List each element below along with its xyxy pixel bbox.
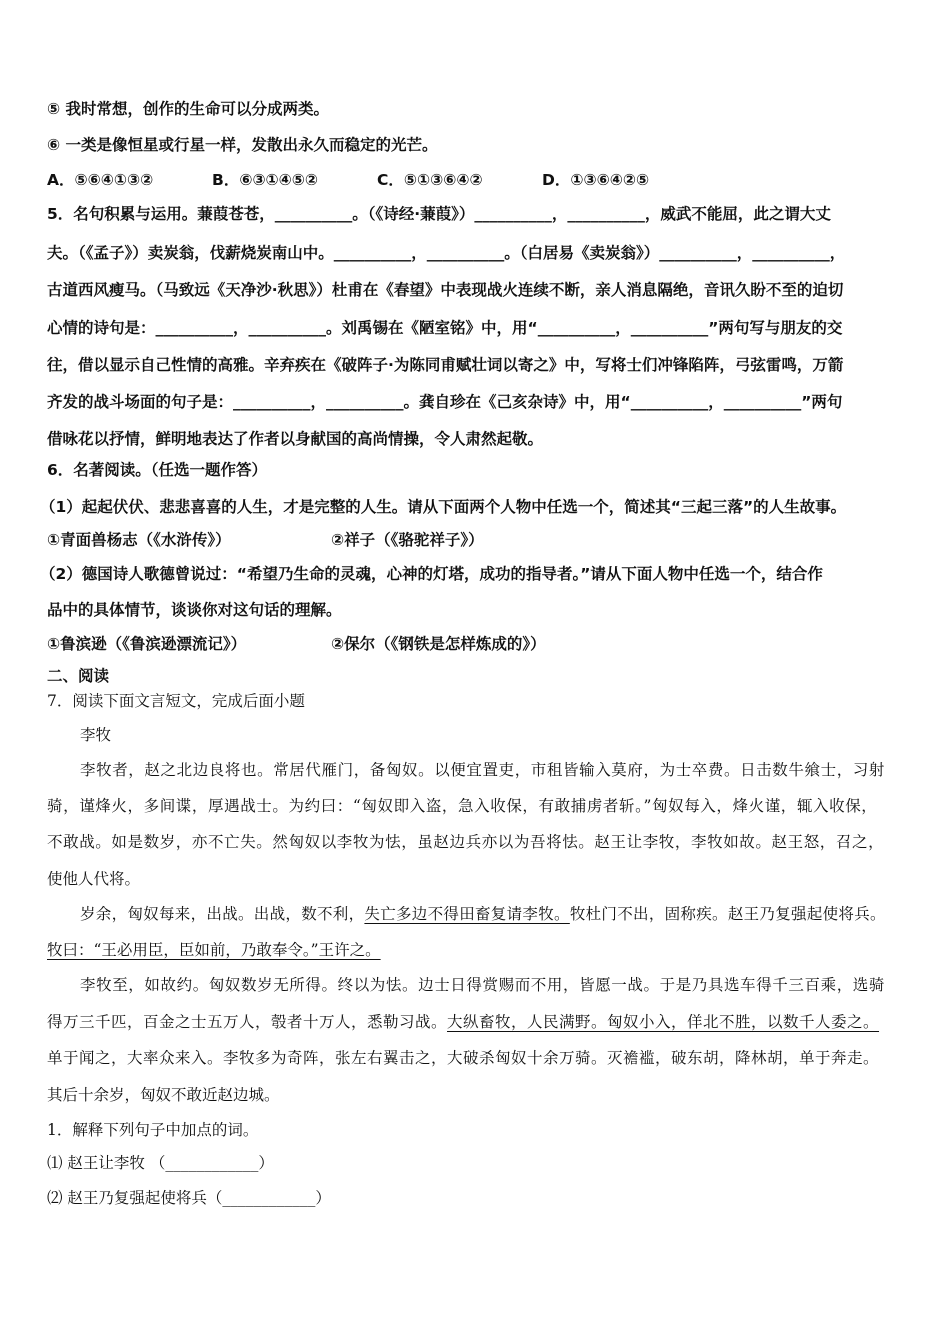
q6-part2-option-1: ①鲁滨逊（《鲁滨逊漂流记》） [47,635,247,653]
passage-p2-line-2 [47,940,381,960]
q4-item-6: ⑥ 一类是像恒星或行星一样，发散出永久而稳定的光芒。 [47,136,438,154]
q6-title: 6．名著阅读。（任选一题作答） [47,461,268,479]
passage-p1-line-1: 李牧者，赵之北边良将也。常居代雁门，备匈奴。以便宜置吏，市租皆输入莫府，为士卒费。日击数牛飨士，习射 [80,761,886,779]
option-a: A．⑤⑥④①③② [47,171,154,189]
passage-text: 牧杜门不出，固称疾。赵王乃复强起使将兵。 [569,905,886,923]
q6-part1: （1）起起伏伏、悲悲喜喜的人生，才是完整的人生。请从下面两个人物中任选一个，简述其“三起三落”的人生故事。 [40,498,847,516]
passage-title: 李牧 [80,726,112,744]
q6-part2-line-1: （2）德国诗人歌德曾说过：“希望乃生命的灵魂，心神的灯塔，成功的指导者。”请从下面人物中任选一个，结合作 [40,565,823,583]
option-d: D．①③⑥④②⑤ [542,171,650,189]
underlined-sentence: 失亡多边不得田畜复请李牧。 [364,905,570,923]
option-c: C．⑤①③⑥④② [377,171,483,189]
passage-p3-line-1: 李牧至，如故约。匈奴数岁无所得。终以为怯。边士日得赏赐而不用，皆愿一战。于是乃具选车得千三百乘，选骑 [80,976,886,994]
passage-p2-line-1 [80,904,886,924]
underlined-sentence: 大纵畜牧，人民满野。匈奴小入，佯北不胜，以数千人委之。 [447,1013,880,1031]
q5-line-3: 古道西风瘦马。（马致远《天净沙·秋思》）杜甫在《春望》中表现战火连续不断，亲人消息隔绝，音讯久盼不至的迫切 [47,281,844,299]
passage-text: 岁余，匈奴每来，出战。出战，数不利， [80,905,365,923]
passage-p1-line-3: 不敢战。如是数岁，亦不亡失。然匈奴以李牧为怯，虽赵边兵亦以为吾将怯。赵王让李牧，李牧如故。赵王怒，召之， [47,833,885,851]
q5-line-7: 借咏花以抒情，鲜明地表达了作者以身献国的高尚情操，令人肃然起敬。 [47,430,544,448]
subquestion-1-item-2: ⑵ 赵王乃复强起使将兵（____________） [47,1189,331,1207]
q5-line-2: 夫。（《孟子》）卖炭翁，伐薪烧炭南山中。__________，__________。（白居易《卖炭翁》）__________，__________， [47,244,846,262]
q5-line-5: 往，借以显示自己性情的高雅。辛弃疾在《破阵子·为陈同甫赋壮词以寄之》中，写将士们冲锋陷阵，弓弦雷鸣，万箭 [47,356,844,374]
passage-p1-line-2: 骑，谨烽火，多间谍，厚遇战士。为约曰：“匈奴即入盗，急入收保，有敢捕虏者斩。”匈奴每入，烽火谨，辄入收保， [47,797,878,815]
section-heading: 二、阅读 [47,667,110,685]
q6-part1-option-2: ②祥子（《骆驼祥子》） [331,531,484,549]
q7-title: 7．阅读下面文言短文，完成后面小题 [47,692,305,710]
option-b: B．⑥③①④⑤② [212,171,319,189]
passage-p3-line-4: 其后十余岁，匈奴不敢近赵边城。 [47,1086,280,1104]
underlined-sentence: 牧曰：“王必用臣，臣如前，乃敢奉令。”王许之。 [47,941,381,959]
q6-part2-line-2: 品中的具体情节，谈谈你对这句话的理解。 [47,601,342,619]
q5-line-4: 心情的诗句是：__________，__________。刘禹锡在《陋室铭》中，用“__________，__________”两句写与朋友的交 [47,319,843,337]
q6-part1-option-1: ①青面兽杨志（《水浒传》） [47,531,231,549]
q5-line-6: 齐发的战斗场面的句子是：__________，__________。龚自珍在《己亥杂诗》中，用“__________，__________”两句 [47,393,843,411]
passage-text: 得万三千匹，百金之士五万人，彀者十万人，悉勒习战。 [47,1013,448,1031]
q4-item-5: ⑤ 我时常想，创作的生命可以分成两类。 [47,100,330,118]
subquestion-1-item-1: ⑴ 赵王让李牧 （____________） [47,1154,274,1172]
q5-line-1: 5．名句积累与运用。蒹葭苍苍，__________。（《诗经·蒹葭》）__________，__________，威武不能屈，此之谓大丈 [47,205,831,223]
q6-part2-option-2: ②保尔（《钢铁是怎样炼成的》） [331,635,546,653]
passage-p3-line-3: 单于闻之，大率众来入。李牧多为奇阵，张左右翼击之，大破杀匈奴十余万骑。灭襜褴，破东胡，降林胡，单于奔走。 [47,1049,880,1067]
passage-p3-line-2 [47,1012,879,1032]
subquestion-1-title: 1．解释下列句子中加点的词。 [47,1121,259,1139]
passage-p1-line-4: 使他人代将。 [47,870,141,888]
